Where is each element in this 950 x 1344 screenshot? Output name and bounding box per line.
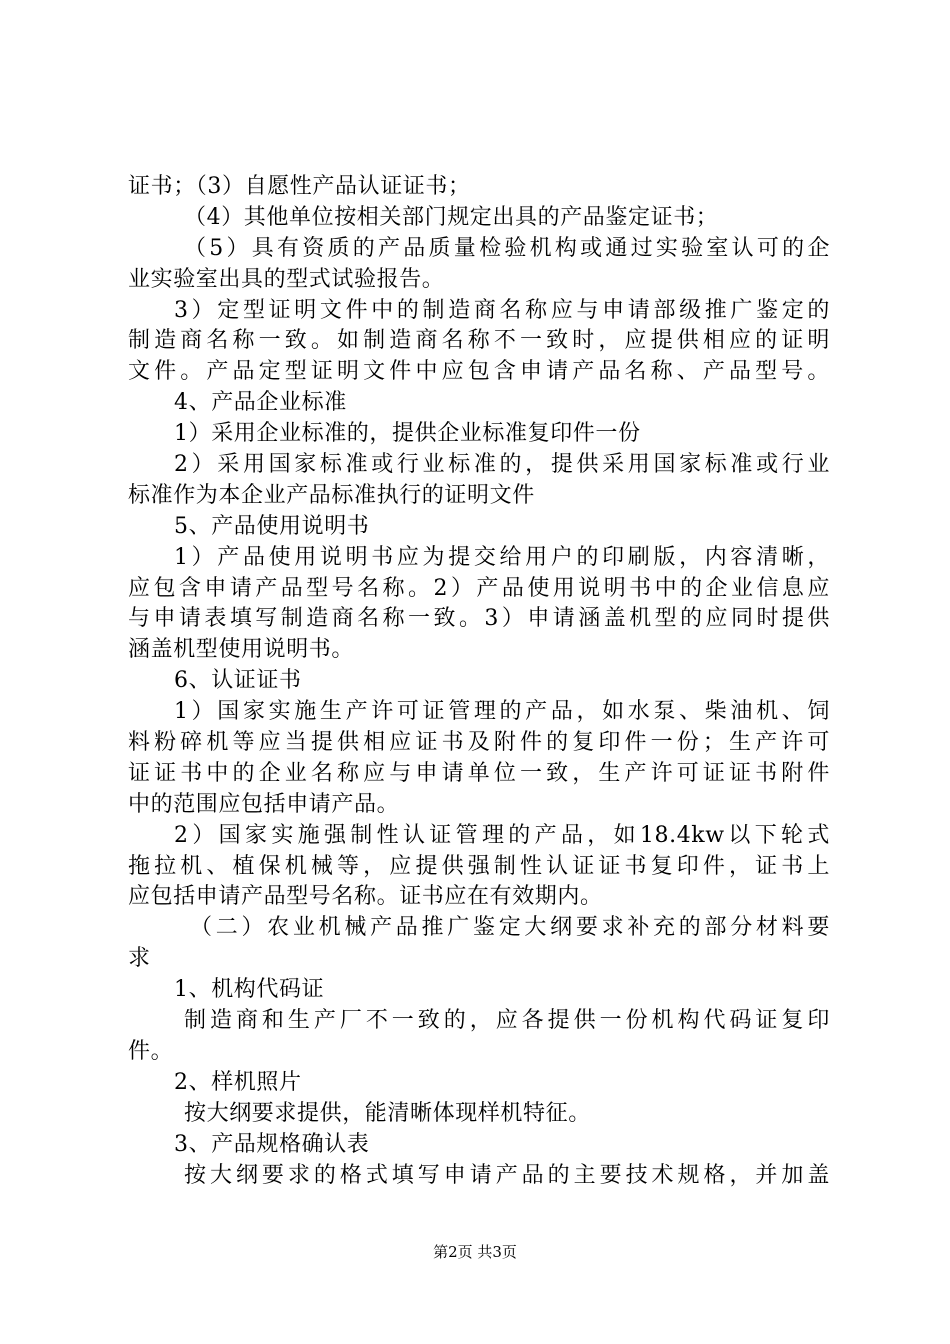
document-body <box>128 172 830 1191</box>
text-line: 应包括申请产品型号名称。证书应在有效期内。 <box>128 884 603 910</box>
text-line: 中的范围应包括申请产品。 <box>128 791 400 817</box>
text-line: 1）产品使用说明书应为提交给用户的印刷版，内容清晰， <box>174 544 830 570</box>
text-line: 件。 <box>128 1038 174 1064</box>
text-line: 证书；（3）自愿性产品认证证书； <box>128 174 471 199</box>
section-heading: （二）农业机械产品推广鉴定大纲要求补充的部分材料要 <box>190 915 830 941</box>
text-line: 文件。产品定型证明文件中应包含申请产品名称、产品型号。 <box>128 359 830 385</box>
text-line: 制造商名称一致。如制造商名称不一致时，应提供相应的证明 <box>128 328 830 354</box>
text-line: 2）采用国家标准或行业标准的，提供采用国家标准或行业 <box>174 452 830 478</box>
page-number: 第2页 共3页 <box>433 1243 517 1261</box>
text-line: 2）国家实施强制性认证管理的产品，如18.4kw以下轮式 <box>174 822 830 848</box>
text-line: 1、机构代码证 <box>174 977 325 1003</box>
text-line: 制造商和生产厂不一致的，应各提供一份机构代码证复印 <box>184 1008 830 1034</box>
text-line: 与申请表填写制造商名称一致。3）申请涵盖机型的应同时提供 <box>128 606 830 632</box>
text-line: （5）具有资质的产品质量检验机构或通过实验室认可的企 <box>184 235 830 261</box>
text-line: 证证书中的企业名称应与申请单位一致，生产许可证证书附件 <box>128 760 830 786</box>
text-line: 1）国家实施生产许可证管理的产品，如水泵、柴油机、饲 <box>174 699 830 725</box>
text-line: 按大纲要求提供，能清晰体现样机特征。 <box>184 1100 591 1126</box>
page-footer <box>0 1242 950 1262</box>
text-line: 应包含申请产品型号名称。2）产品使用说明书中的企业信息应 <box>128 575 830 601</box>
text-line: 5、产品使用说明书 <box>174 513 370 539</box>
text-line: 料粉碎机等应当提供相应证书及附件的复印件一份；生产许可 <box>128 730 830 756</box>
text-line: 1）采用企业标准的，提供企业标准复印件一份 <box>174 421 641 447</box>
text-line: 3、产品规格确认表 <box>174 1131 370 1157</box>
section-heading: 求 <box>128 946 151 972</box>
text-line: （4）其他单位按相关部门规定出具的产品鉴定证书； <box>184 204 719 230</box>
text-line: 6、认证证书 <box>174 668 302 694</box>
text-line: 拖拉机、植保机械等，应提供强制性认证证书复印件，证书上 <box>128 853 830 879</box>
text-line: 4、产品企业标准 <box>174 390 347 416</box>
text-line: 标准作为本企业产品标准执行的证明文件 <box>128 482 535 508</box>
text-line: 按大纲要求的格式填写申请产品的主要技术规格，并加盖 <box>184 1162 830 1188</box>
text-line: 2、样机照片 <box>174 1069 302 1095</box>
text-line: 涵盖机型使用说明书。 <box>128 637 355 663</box>
text-line: 3）定型证明文件中的制造商名称应与申请部级推广鉴定的 <box>174 297 830 323</box>
text-line: 业实验室出具的型式试验报告。 <box>128 266 445 292</box>
